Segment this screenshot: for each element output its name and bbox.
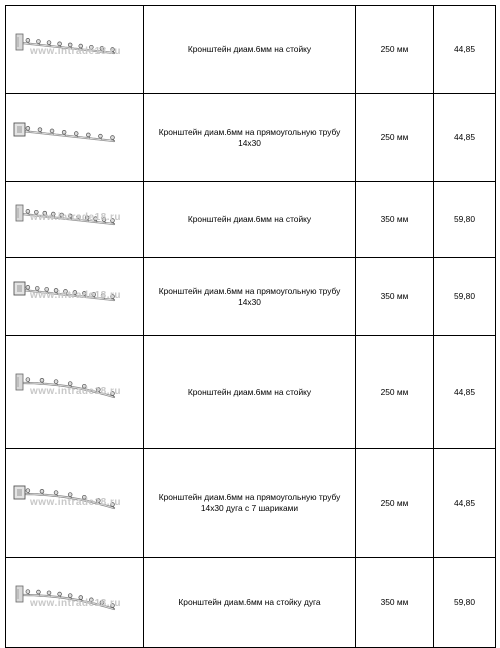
bracket-ball [100,46,104,50]
bracket-ball [111,219,115,223]
bracket-mount [16,34,23,50]
bracket-ball [40,489,44,493]
product-name: Кронштейн диам.6мм на стойку [144,336,356,449]
bracket-ball [26,126,30,130]
bracket-ball [102,218,106,222]
product-image-cell [6,449,144,558]
bracket-ball [47,41,51,45]
product-length: 350 мм [356,182,434,258]
bracket-mount [16,205,23,221]
table-row [6,94,496,182]
bracket-ball [111,503,115,507]
product-name: Кронштейн диам.6мм на стойку дуга [144,558,356,648]
bracket-ball [82,495,86,499]
table-row [6,258,496,336]
bracket-ball [68,43,72,47]
watermark: www.intrade18.ru [30,212,121,223]
bracket-ball [68,214,72,218]
bracket-image [6,558,144,647]
bracket-ball [60,213,64,217]
product-image-cell [6,6,144,94]
bracket-ball [34,210,38,214]
bracket-ball [82,384,86,388]
bracket-ball [68,493,72,497]
product-name: Кронштейн диам.6мм на прямоугольную трубу 14х30 [144,258,356,336]
bracket-ball [50,129,54,133]
bracket-image [6,6,144,93]
bracket-mount [16,586,23,602]
bracket-ball [37,590,41,594]
product-name: Кронштейн диам.6мм на стойку [144,6,356,94]
bracket-ball [58,42,62,46]
bracket-ball [94,217,98,221]
bracket-ball [111,392,115,396]
bracket-ball [58,592,62,596]
bracket-mount-inner [17,126,22,133]
bracket-ball [54,288,58,292]
bracket-ball [26,285,30,289]
bracket-ball [51,212,55,216]
product-name: Кронштейн диам.6мм на стойку [144,182,356,258]
bracket-ball [68,594,72,598]
product-image-cell [6,258,144,336]
bracket-ball [79,596,83,600]
bracket-ball [26,378,30,382]
bracket-ball [96,388,100,392]
bracket-ball [37,40,41,44]
bracket-image [6,449,144,557]
table-row [6,6,496,94]
bracket-ball [54,491,58,495]
product-price: 44,85 [434,6,496,94]
product-price: 44,85 [434,449,496,558]
bracket-ball [40,378,44,382]
watermark: www.intrade18.ru [30,46,121,57]
bracket-mount [16,374,23,390]
bracket-ball [77,215,81,219]
product-price: 59,80 [434,182,496,258]
bracket-ball [45,287,49,291]
bracket-image [6,182,144,257]
bracket-ball [26,590,30,594]
bracket-ball [111,604,115,608]
product-name: Кронштейн диам.6мм на прямоугольную трубу 14х30 [144,94,356,182]
bracket-ball [89,45,93,49]
product-length: 250 мм [356,6,434,94]
bracket-image [6,258,144,335]
bracket-ball [99,134,103,138]
watermark: www.intrade18.ru [30,290,121,301]
bracket-ball [54,380,58,384]
bracket-ball [26,489,30,493]
product-price: 59,80 [434,558,496,648]
watermark: www.intrade18.ru [30,497,121,508]
bracket-ball [38,128,42,132]
bracket-ball [79,44,83,48]
product-image-cell [6,182,144,258]
bracket-ball [101,294,105,298]
product-price: 44,85 [434,336,496,449]
product-length: 350 мм [356,258,434,336]
bracket-ball [64,289,68,293]
product-image-cell [6,94,144,182]
watermark: www.intrade18.ru [30,386,121,397]
bracket-ball [26,38,30,42]
bracket-ball [85,216,89,220]
product-length: 250 мм [356,449,434,558]
bracket-mount-inner [17,285,22,292]
bracket-ball [86,133,90,137]
table-row [6,449,496,558]
bracket-ball [111,48,115,52]
table-row [6,336,496,449]
bracket-ball [111,136,115,140]
bracket-ball [96,499,100,503]
bracket-ball [82,292,86,296]
bracket-ball [43,211,47,215]
bracket-ball [26,209,30,213]
product-length: 250 мм [356,336,434,449]
product-name: Кронштейн диам.6мм на прямоугольную трубу 14х30 дуга с 7 шариками [144,449,356,558]
bracket-rod-highlight [22,290,114,300]
bracket-ball [47,591,51,595]
table-row [6,558,496,648]
bracket-ball [68,382,72,386]
product-image-cell [6,558,144,648]
table-row [6,182,496,258]
bracket-ball [89,598,93,602]
bracket-ball [35,286,39,290]
product-table [5,5,496,648]
product-price: 44,85 [434,94,496,182]
watermark: www.intrade18.ru [30,598,121,609]
bracket-ball [62,130,66,134]
bracket-image [6,336,144,448]
product-length: 350 мм [356,558,434,648]
bracket-ball [73,291,77,295]
product-price: 59,80 [434,258,496,336]
bracket-ball [74,132,78,136]
bracket-image [6,94,144,181]
bracket-ball [92,293,96,297]
product-image-cell [6,336,144,449]
bracket-mount-inner [17,489,22,496]
bracket-ball [111,295,115,299]
product-length: 250 мм [356,94,434,182]
bracket-ball [100,601,104,605]
